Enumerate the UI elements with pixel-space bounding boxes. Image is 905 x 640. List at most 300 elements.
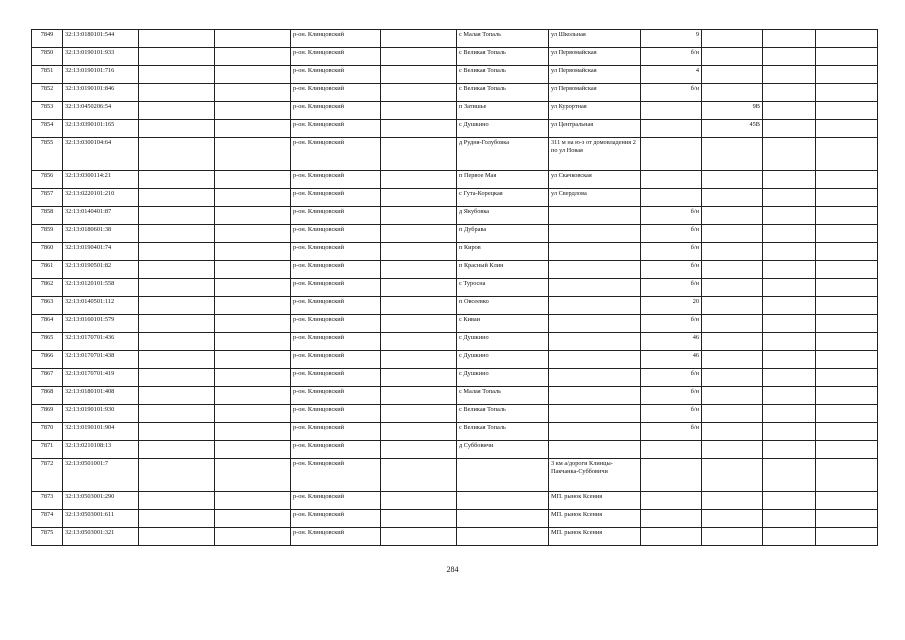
locality-cell: д Суббовичи (457, 441, 549, 459)
locality-cell: п Дубрава (457, 225, 549, 243)
street-cell (549, 333, 641, 351)
blank-col-c-cell (381, 315, 457, 333)
blank-col-d-cell (763, 315, 816, 333)
blank-col-c-cell (381, 48, 457, 66)
district-cell: р-он. Клинцовский (291, 405, 381, 423)
district-cell: р-он. Клинцовский (291, 351, 381, 369)
house-number-cell: б/н (641, 261, 702, 279)
blank-col-d-cell (763, 120, 816, 138)
cadastral-number-cell: 32:13:0170701:438 (63, 351, 139, 369)
blank-col-e-cell (816, 207, 878, 225)
district-cell: р-он. Клинцовский (291, 315, 381, 333)
street-cell (549, 387, 641, 405)
blank-col-b-cell (215, 423, 291, 441)
blank-col-c-cell (381, 171, 457, 189)
district-cell: р-он. Клинцовский (291, 243, 381, 261)
building-number-cell (702, 423, 763, 441)
locality-cell: с Великая Топаль (457, 66, 549, 84)
cadastral-number-cell: 32:13:0503001:321 (63, 528, 139, 546)
blank-col-e-cell (816, 279, 878, 297)
cadastral-number-cell: 32:13:0190101:904 (63, 423, 139, 441)
blank-col-e-cell (816, 351, 878, 369)
locality-cell: д Рудня-Голубовка (457, 138, 549, 171)
table-row (32, 261, 878, 279)
blank-col-b-cell (215, 84, 291, 102)
locality-cell: с Туросна (457, 279, 549, 297)
row-number-cell: 7864 (32, 315, 63, 333)
house-number-cell: б/н (641, 243, 702, 261)
cadastral-number-cell: 32:13:0390101:165 (63, 120, 139, 138)
blank-col-b-cell (215, 171, 291, 189)
table-row (32, 189, 878, 207)
blank-col-c-cell (381, 102, 457, 120)
house-number-cell: б/н (641, 405, 702, 423)
row-number-cell: 7870 (32, 423, 63, 441)
street-cell: ул Первомайская (549, 84, 641, 102)
locality-cell: п Киров (457, 243, 549, 261)
locality-cell: п Красный Клин (457, 261, 549, 279)
blank-col-a-cell (139, 207, 215, 225)
street-cell (549, 279, 641, 297)
building-number-cell (702, 207, 763, 225)
street-cell: МП. рынок Ксения (549, 492, 641, 510)
row-number-cell: 7850 (32, 48, 63, 66)
house-number-cell: 4 (641, 66, 702, 84)
street-cell: ул Курортная (549, 102, 641, 120)
building-number-cell (702, 528, 763, 546)
blank-col-a-cell (139, 387, 215, 405)
cadastral-number-cell: 32:13:0190401:74 (63, 243, 139, 261)
district-cell: р-он. Клинцовский (291, 333, 381, 351)
cadastral-number-cell: 32:13:0160101:579 (63, 315, 139, 333)
blank-col-e-cell (816, 492, 878, 510)
blank-col-c-cell (381, 333, 457, 351)
building-number-cell (702, 405, 763, 423)
row-number-cell: 7865 (32, 333, 63, 351)
table-row (32, 423, 878, 441)
building-number-cell (702, 351, 763, 369)
row-number-cell: 7858 (32, 207, 63, 225)
cadastral-number-cell: 32:13:0140501:112 (63, 297, 139, 315)
building-number-cell (702, 261, 763, 279)
blank-col-e-cell (816, 189, 878, 207)
table-body (32, 30, 878, 546)
blank-col-a-cell (139, 279, 215, 297)
table-row (32, 171, 878, 189)
blank-col-c-cell (381, 405, 457, 423)
table-row (32, 225, 878, 243)
locality-cell: с Великая Топаль (457, 48, 549, 66)
table-row (32, 315, 878, 333)
building-number-cell (702, 171, 763, 189)
locality-cell: с Великая Топаль (457, 423, 549, 441)
table-row (32, 492, 878, 510)
blank-col-a-cell (139, 225, 215, 243)
table-row (32, 528, 878, 546)
building-number-cell (702, 441, 763, 459)
blank-col-e-cell (816, 423, 878, 441)
blank-col-c-cell (381, 279, 457, 297)
blank-col-e-cell (816, 66, 878, 84)
cadastral-number-cell: 32:13:0170701:419 (63, 369, 139, 387)
building-number-cell: 45В (702, 120, 763, 138)
house-number-cell (641, 459, 702, 492)
building-number-cell (702, 510, 763, 528)
street-cell (549, 405, 641, 423)
blank-col-a-cell (139, 405, 215, 423)
row-number-cell: 7874 (32, 510, 63, 528)
house-number-cell (641, 441, 702, 459)
building-number-cell (702, 189, 763, 207)
table-row (32, 441, 878, 459)
house-number-cell: б/н (641, 279, 702, 297)
blank-col-c-cell (381, 510, 457, 528)
cadastral-number-cell: 32:13:0450206:54 (63, 102, 139, 120)
table-row (32, 387, 878, 405)
row-number-cell: 7862 (32, 279, 63, 297)
blank-col-b-cell (215, 297, 291, 315)
blank-col-d-cell (763, 171, 816, 189)
blank-col-a-cell (139, 333, 215, 351)
cadastral-number-cell: 32:13:0190101:933 (63, 48, 139, 66)
locality-cell (457, 459, 549, 492)
blank-col-d-cell (763, 387, 816, 405)
building-number-cell (702, 492, 763, 510)
cadastral-number-cell: 32:13:0220101:210 (63, 189, 139, 207)
house-number-cell: 9 (641, 30, 702, 48)
register-sheet (31, 29, 877, 546)
building-number-cell (702, 387, 763, 405)
row-number-cell: 7857 (32, 189, 63, 207)
cadastral-number-cell: 32:13:0190101:846 (63, 84, 139, 102)
cadastral-number-cell: 32:13:0170701:436 (63, 333, 139, 351)
row-number-cell: 7853 (32, 102, 63, 120)
blank-col-d-cell (763, 459, 816, 492)
row-number-cell: 7859 (32, 225, 63, 243)
locality-cell (457, 510, 549, 528)
blank-col-b-cell (215, 225, 291, 243)
row-number-cell: 7860 (32, 243, 63, 261)
row-number-cell: 7873 (32, 492, 63, 510)
street-cell: 3 км а/дороги Клинцы-Пакчанка-Суббовичи (549, 459, 641, 492)
house-number-cell: б/н (641, 423, 702, 441)
house-number-cell: б/н (641, 207, 702, 225)
blank-col-a-cell (139, 492, 215, 510)
blank-col-a-cell (139, 369, 215, 387)
row-number-cell: 7856 (32, 171, 63, 189)
row-number-cell: 7863 (32, 297, 63, 315)
blank-col-b-cell (215, 528, 291, 546)
blank-col-b-cell (215, 207, 291, 225)
blank-col-c-cell (381, 243, 457, 261)
house-number-cell: б/н (641, 387, 702, 405)
row-number-cell: 7867 (32, 369, 63, 387)
row-number-cell: 7869 (32, 405, 63, 423)
locality-cell: п Затишье (457, 102, 549, 120)
row-number-cell: 7849 (32, 30, 63, 48)
row-number-cell: 7855 (32, 138, 63, 171)
row-number-cell: 7872 (32, 459, 63, 492)
blank-col-b-cell (215, 30, 291, 48)
blank-col-a-cell (139, 243, 215, 261)
building-number-cell (702, 315, 763, 333)
table-row (32, 30, 878, 48)
house-number-cell: 20 (641, 297, 702, 315)
cadastral-number-cell: 32:13:0300114:21 (63, 171, 139, 189)
table-row (32, 351, 878, 369)
blank-col-c-cell (381, 66, 457, 84)
blank-col-e-cell (816, 297, 878, 315)
table-row (32, 84, 878, 102)
house-number-cell (641, 189, 702, 207)
street-cell (549, 369, 641, 387)
blank-col-d-cell (763, 84, 816, 102)
blank-col-e-cell (816, 243, 878, 261)
property-register-table (31, 29, 878, 546)
blank-col-c-cell (381, 138, 457, 171)
blank-col-c-cell (381, 351, 457, 369)
street-cell (549, 423, 641, 441)
blank-col-e-cell (816, 369, 878, 387)
district-cell: р-он. Клинцовский (291, 138, 381, 171)
blank-col-d-cell (763, 423, 816, 441)
blank-col-c-cell (381, 387, 457, 405)
row-number-cell: 7851 (32, 66, 63, 84)
district-cell: р-он. Клинцовский (291, 441, 381, 459)
blank-col-b-cell (215, 333, 291, 351)
cadastral-number-cell: 32:13:0190101:930 (63, 405, 139, 423)
blank-col-b-cell (215, 120, 291, 138)
blank-col-d-cell (763, 48, 816, 66)
district-cell: р-он. Клинцовский (291, 66, 381, 84)
house-number-cell: б/н (641, 225, 702, 243)
blank-col-a-cell (139, 441, 215, 459)
building-number-cell (702, 279, 763, 297)
blank-col-e-cell (816, 138, 878, 171)
house-number-cell: 46 (641, 351, 702, 369)
blank-col-e-cell (816, 30, 878, 48)
blank-col-a-cell (139, 528, 215, 546)
blank-col-d-cell (763, 102, 816, 120)
locality-cell: п Овсеевко (457, 297, 549, 315)
blank-col-a-cell (139, 189, 215, 207)
blank-col-c-cell (381, 261, 457, 279)
row-number-cell: 7868 (32, 387, 63, 405)
blank-col-d-cell (763, 207, 816, 225)
blank-col-e-cell (816, 315, 878, 333)
blank-col-a-cell (139, 84, 215, 102)
street-cell (549, 261, 641, 279)
blank-col-d-cell (763, 333, 816, 351)
table-row (32, 66, 878, 84)
blank-col-b-cell (215, 459, 291, 492)
blank-col-d-cell (763, 351, 816, 369)
page-number: 284 (446, 565, 459, 574)
blank-col-c-cell (381, 207, 457, 225)
table-row (32, 369, 878, 387)
blank-col-e-cell (816, 333, 878, 351)
cadastral-number-cell: 32:13:0503001:290 (63, 492, 139, 510)
blank-col-a-cell (139, 261, 215, 279)
street-cell (549, 225, 641, 243)
building-number-cell (702, 66, 763, 84)
row-number-cell: 7871 (32, 441, 63, 459)
blank-col-d-cell (763, 66, 816, 84)
building-number-cell (702, 48, 763, 66)
district-cell: р-он. Клинцовский (291, 261, 381, 279)
blank-col-a-cell (139, 510, 215, 528)
blank-col-e-cell (816, 387, 878, 405)
street-cell (549, 441, 641, 459)
house-number-cell (641, 120, 702, 138)
street-cell: МП. рынок Ксения (549, 510, 641, 528)
table-row (32, 297, 878, 315)
street-cell: ул Школьная (549, 30, 641, 48)
blank-col-a-cell (139, 120, 215, 138)
table-row (32, 510, 878, 528)
blank-col-b-cell (215, 102, 291, 120)
cadastral-number-cell: 32:13:0503001:611 (63, 510, 139, 528)
row-number-cell: 7854 (32, 120, 63, 138)
locality-cell: с Малая Топаль (457, 387, 549, 405)
house-number-cell (641, 528, 702, 546)
locality-cell (457, 528, 549, 546)
blank-col-c-cell (381, 492, 457, 510)
locality-cell (457, 492, 549, 510)
cadastral-number-cell: 32:13:0501001:7 (63, 459, 139, 492)
blank-col-c-cell (381, 297, 457, 315)
street-cell: 311 м на ю-з от домовладения 2 по ул Новая (549, 138, 641, 171)
district-cell: р-он. Клинцовский (291, 30, 381, 48)
district-cell: р-он. Клинцовский (291, 279, 381, 297)
street-cell: ул Первомайская (549, 66, 641, 84)
district-cell: р-он. Клинцовский (291, 48, 381, 66)
blank-col-e-cell (816, 120, 878, 138)
blank-col-d-cell (763, 492, 816, 510)
house-number-cell (641, 138, 702, 171)
table-row (32, 120, 878, 138)
district-cell: р-он. Клинцовский (291, 189, 381, 207)
blank-col-c-cell (381, 459, 457, 492)
blank-col-b-cell (215, 189, 291, 207)
house-number-cell: б/н (641, 315, 702, 333)
street-cell (549, 315, 641, 333)
blank-col-b-cell (215, 48, 291, 66)
street-cell (549, 243, 641, 261)
blank-col-d-cell (763, 279, 816, 297)
row-number-cell: 7861 (32, 261, 63, 279)
house-number-cell: б/н (641, 369, 702, 387)
cadastral-number-cell: 32:13:0180101:408 (63, 387, 139, 405)
building-number-cell (702, 243, 763, 261)
cadastral-number-cell: 32:13:0190501:82 (63, 261, 139, 279)
table-row (32, 243, 878, 261)
blank-col-d-cell (763, 297, 816, 315)
district-cell: р-он. Клинцовский (291, 171, 381, 189)
locality-cell: д Якубовка (457, 207, 549, 225)
blank-col-a-cell (139, 315, 215, 333)
locality-cell: с Душкино (457, 351, 549, 369)
cadastral-number-cell: 32:13:0190101:716 (63, 66, 139, 84)
blank-col-b-cell (215, 510, 291, 528)
blank-col-e-cell (816, 459, 878, 492)
blank-col-d-cell (763, 30, 816, 48)
district-cell: р-он. Клинцовский (291, 120, 381, 138)
blank-col-b-cell (215, 369, 291, 387)
blank-col-b-cell (215, 261, 291, 279)
blank-col-d-cell (763, 243, 816, 261)
blank-col-b-cell (215, 243, 291, 261)
house-number-cell (641, 171, 702, 189)
blank-col-a-cell (139, 30, 215, 48)
blank-col-d-cell (763, 138, 816, 171)
blank-col-e-cell (816, 48, 878, 66)
building-number-cell (702, 138, 763, 171)
blank-col-e-cell (816, 102, 878, 120)
locality-cell: п Первое Мая (457, 171, 549, 189)
locality-cell: с Киваи (457, 315, 549, 333)
blank-col-b-cell (215, 351, 291, 369)
district-cell: р-он. Клинцовский (291, 423, 381, 441)
street-cell: МП. рынок Ксения (549, 528, 641, 546)
blank-col-e-cell (816, 510, 878, 528)
locality-cell: с Душкино (457, 120, 549, 138)
house-number-cell: б/н (641, 84, 702, 102)
blank-col-c-cell (381, 120, 457, 138)
blank-col-d-cell (763, 441, 816, 459)
blank-col-a-cell (139, 66, 215, 84)
district-cell: р-он. Клинцовский (291, 102, 381, 120)
table-row (32, 405, 878, 423)
building-number-cell (702, 84, 763, 102)
district-cell: р-он. Клинцовский (291, 492, 381, 510)
street-cell: ул Скачковская (549, 171, 641, 189)
table-row (32, 207, 878, 225)
district-cell: р-он. Клинцовский (291, 369, 381, 387)
cadastral-number-cell: 32:13:0210108:13 (63, 441, 139, 459)
cadastral-number-cell: 32:13:0180601:38 (63, 225, 139, 243)
blank-col-a-cell (139, 171, 215, 189)
building-number-cell (702, 333, 763, 351)
blank-col-b-cell (215, 66, 291, 84)
locality-cell: с Великая Топаль (457, 405, 549, 423)
street-cell (549, 207, 641, 225)
blank-col-c-cell (381, 441, 457, 459)
district-cell: р-он. Клинцовский (291, 84, 381, 102)
blank-col-a-cell (139, 459, 215, 492)
blank-col-c-cell (381, 225, 457, 243)
building-number-cell (702, 225, 763, 243)
blank-col-a-cell (139, 138, 215, 171)
district-cell: р-он. Клинцовский (291, 528, 381, 546)
house-number-cell: 46 (641, 333, 702, 351)
blank-col-c-cell (381, 528, 457, 546)
blank-col-d-cell (763, 369, 816, 387)
blank-col-a-cell (139, 48, 215, 66)
cadastral-number-cell: 32:13:0300104:64 (63, 138, 139, 171)
table-row (32, 333, 878, 351)
blank-col-c-cell (381, 369, 457, 387)
district-cell: р-он. Клинцовский (291, 207, 381, 225)
row-number-cell: 7866 (32, 351, 63, 369)
blank-col-e-cell (816, 171, 878, 189)
blank-col-a-cell (139, 423, 215, 441)
blank-col-b-cell (215, 492, 291, 510)
blank-col-e-cell (816, 84, 878, 102)
house-number-cell (641, 510, 702, 528)
building-number-cell (702, 459, 763, 492)
blank-col-d-cell (763, 225, 816, 243)
